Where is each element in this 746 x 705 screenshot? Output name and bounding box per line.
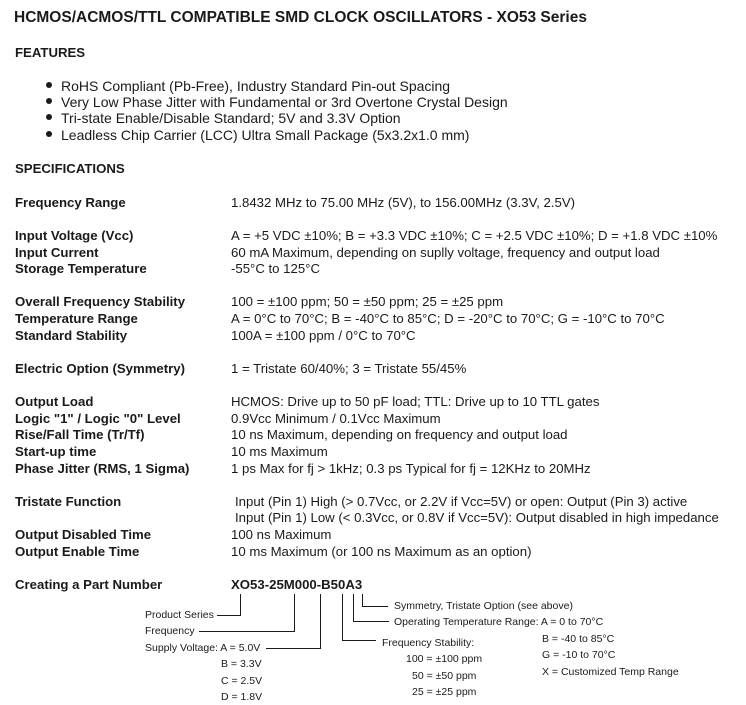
stability-option: 25 = ±25 ppm	[412, 686, 477, 698]
supply-voltage-option: B = 3.3V	[221, 658, 262, 670]
feature-item: Leadless Chip Carrier (LCC) Ultra Small Package (5x3.2x1.0 mm)	[46, 127, 469, 143]
supply-voltage-option: C = 2.5V	[221, 675, 263, 687]
frequency-label: Frequency	[145, 625, 195, 637]
stability-option: 100 = ±100 ppm	[406, 653, 483, 665]
spec-value: Input (Pin 1) Low (< 0.3Vcc, or 0.8V if Vcc=5V): Output disabled in high impedance	[235, 510, 719, 525]
spec-value: 10 ns Maximum, depending on frequency and output load	[231, 427, 568, 442]
page-title: HCMOS/ACMOS/TTL COMPATIBLE SMD CLOCK OSCILLATORS - XO53 Series	[14, 9, 587, 26]
leader-line	[199, 631, 295, 632]
spec-value: 1 ps Max for fj > 1kHz; 0.3 ps Typical for fj = 12KHz to 20MHz	[231, 461, 591, 476]
spec-value: 60 mA Maximum, depending on suplly voltage, frequency and output load	[231, 245, 660, 260]
feature-item: Tri-state Enable/Disable Standard; 5V and 3.3V Option	[46, 110, 401, 126]
spec-label: Input Voltage (Vcc)	[15, 228, 134, 243]
spec-value: -55°C to 125°C	[231, 261, 320, 276]
spec-value: 1.8432 MHz to 75.00 MHz (5V), to 156.00MHz (3.3V, 2.5V)	[231, 195, 576, 210]
spec-value: 1 = Tristate 60/40%; 3 = Tristate 55/45%	[231, 361, 467, 376]
bullet-icon	[46, 82, 52, 88]
leader-line	[342, 640, 376, 641]
leader-line	[342, 594, 343, 641]
spec-label: Output Disabled Time	[15, 527, 152, 542]
specifications-heading: SPECIFICATIONS	[15, 161, 125, 176]
temp-range-option: B = -40 to 85°C	[542, 633, 615, 645]
spec-value: A = +5 VDC ±10%; B = +3.3 VDC ±10%; C = +2.5 VDC ±10%; D = +1.8 VDC ±10%	[231, 228, 718, 243]
spec-label: Standard Stability	[15, 328, 128, 343]
spec-value: 100A = ±100 ppm / 0°C to 70°C	[231, 328, 416, 343]
spec-label: Output Enable Time	[15, 544, 140, 559]
temp-range-label: Operating Temperature Range: A = 0 to 70°C	[394, 616, 604, 628]
spec-value: A = 0°C to 70°C; B = -40°C to 85°C; D = -20°C to 70°C; G = -10°C to 70°C	[231, 311, 665, 326]
leader-line	[217, 615, 241, 616]
temp-range-option: G = -10 to 70°C	[542, 649, 616, 661]
spec-value: HCMOS: Drive up to 50 pF load; TTL: Drive up to 10 TTL gates	[231, 394, 600, 409]
leader-line	[353, 594, 354, 622]
product-series-label: Product Series	[145, 609, 214, 621]
spec-value: 100 ns Maximum	[231, 527, 332, 542]
bullet-icon	[46, 98, 52, 104]
part-number-label: Creating a Part Number	[15, 577, 163, 592]
leader-line	[240, 594, 241, 616]
spec-label: Rise/Fall Time (Tr/Tf)	[15, 427, 145, 442]
spec-value: 0.9Vcc Minimum / 0.1Vcc Maximum	[231, 411, 441, 426]
spec-value: Input (Pin 1) High (> 0.7Vcc, or 2.2V if Vcc=5V) or open: Output (Pin 3) active	[235, 494, 688, 509]
spec-label: Overall Frequency Stability	[15, 294, 186, 309]
feature-item: RoHS Compliant (Pb-Free), Industry Standard Pin-out Spacing	[46, 78, 450, 94]
stability-label: Frequency Stability:	[382, 637, 475, 649]
spec-label: Phase Jitter (RMS, 1 Sigma)	[15, 461, 190, 476]
symmetry-label: Symmetry, Tristate Option (see above)	[394, 600, 573, 612]
leader-line	[320, 594, 321, 649]
leader-line	[362, 606, 388, 607]
bullet-icon	[46, 114, 52, 120]
bullet-icon	[46, 131, 52, 137]
stability-option: 50 = ±50 ppm	[412, 670, 477, 682]
spec-label: Electric Option (Symmetry)	[15, 361, 186, 376]
supply-voltage-option: D = 1.8V	[221, 691, 263, 703]
spec-label: Start-up time	[15, 444, 97, 459]
spec-label: Temperature Range	[15, 311, 138, 326]
leader-line	[294, 594, 295, 632]
features-heading: FEATURES	[15, 45, 86, 60]
spec-label: Frequency Range	[15, 195, 126, 210]
leader-line	[266, 648, 321, 649]
leader-line	[353, 621, 389, 622]
spec-value: 100 = ±100 ppm; 50 = ±50 ppm; 25 = ±25 ppm	[231, 294, 504, 309]
spec-label: Output Load	[15, 394, 94, 409]
spec-label: Logic "1" / Logic "0" Level	[15, 411, 181, 426]
spec-label: Input Current	[15, 245, 99, 260]
supply-voltage-label: Supply Voltage: A = 5.0V	[145, 642, 261, 654]
part-number-code: XO53-25M000-B50A3	[231, 577, 363, 592]
spec-value: 10 ms Maximum	[231, 444, 328, 459]
feature-item: Very Low Phase Jitter with Fundamental or 3rd Overtone Crystal Design	[46, 94, 508, 110]
temp-range-option: X = Customized Temp Range	[542, 666, 679, 678]
spec-label: Tristate Function	[15, 494, 122, 509]
spec-label: Storage Temperature	[15, 261, 147, 276]
spec-value: 10 ms Maximum (or 100 ns Maximum as an option)	[231, 544, 532, 559]
